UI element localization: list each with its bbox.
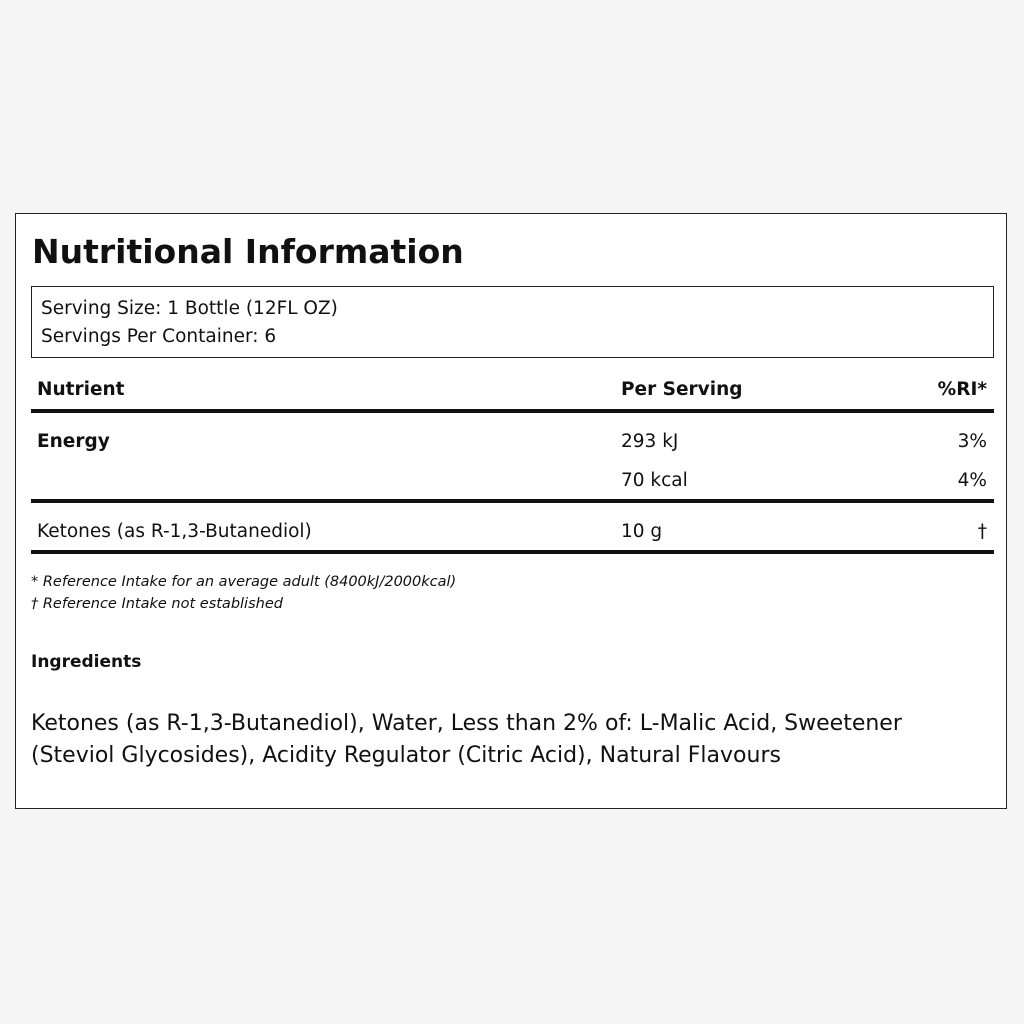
energy-kcal-value: 70 kcal bbox=[621, 470, 688, 491]
ketones-ri: † bbox=[977, 521, 987, 542]
header-per-serving: Per Serving bbox=[621, 379, 743, 400]
serving-info-box bbox=[31, 286, 994, 358]
serving-size: Serving Size: 1 Bottle (12FL OZ) bbox=[41, 298, 338, 319]
footnote-reference-intake: * Reference Intake for an average adult (8400kJ/2000kcal) bbox=[31, 574, 457, 590]
table-bottom-rule bbox=[31, 550, 994, 554]
header-rule bbox=[31, 409, 994, 413]
energy-kcal-ri: 4% bbox=[957, 470, 987, 491]
label-title: Nutritional Information bbox=[32, 232, 464, 271]
footnote-not-established: † Reference Intake not established bbox=[31, 596, 283, 612]
servings-per-container: Servings Per Container: 6 bbox=[41, 326, 277, 347]
ingredients-text: Ketones (as R-1,3-Butanediol), Water, Less than 2% of: L-Malic Acid, Sweetener (Steviol Glycosides), Acidity Regulator (Citric Acid), Natural Flavours bbox=[31, 711, 902, 768]
ingredients-heading: Ingredients bbox=[31, 652, 142, 672]
ketones-value: 10 g bbox=[621, 521, 663, 542]
energy-kj-value: 293 kJ bbox=[621, 431, 679, 452]
header-nutrient: Nutrient bbox=[37, 379, 125, 400]
nutrient-energy: Energy bbox=[37, 431, 110, 452]
energy-kj-ri: 3% bbox=[957, 431, 987, 452]
energy-rule bbox=[31, 499, 994, 503]
nutrition-label bbox=[15, 213, 1007, 809]
header-ri: %RI* bbox=[937, 379, 987, 400]
nutrient-ketones: Ketones (as R-1,3-Butanediol) bbox=[37, 521, 312, 542]
